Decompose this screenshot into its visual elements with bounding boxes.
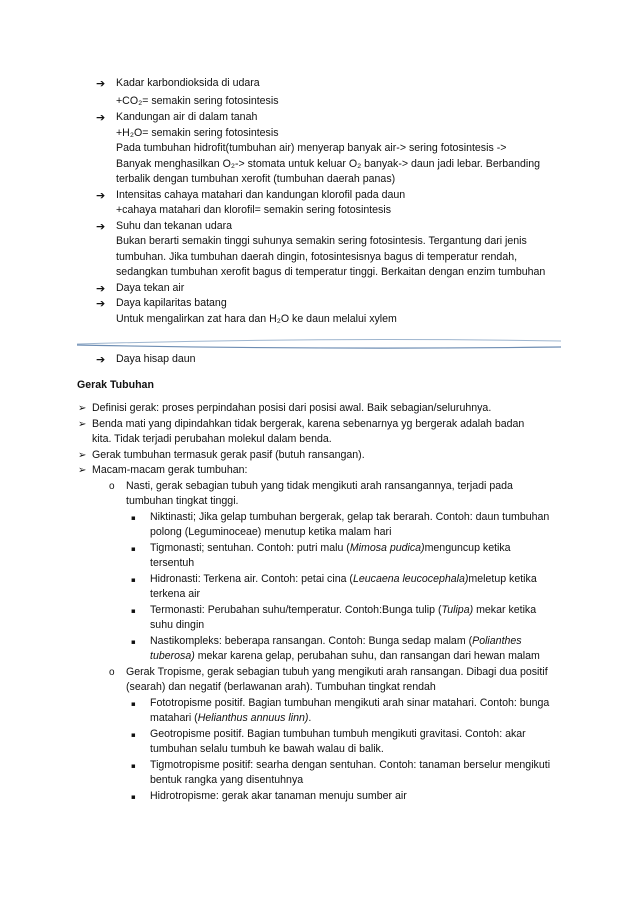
nasti-item: polong (Leguminoceae) menutup ketika malam hari [150, 526, 392, 538]
factor-detail: +cahaya matahari dan klorofil= semakin sering fotosintesis [116, 204, 391, 216]
nasti-text: tumbuhan tingkat tinggi. [126, 495, 239, 507]
square-bullet-icon: ▪ [131, 700, 136, 708]
factor-title: Kadar karbondioksida di udara [116, 77, 260, 89]
square-bullet-icon: ▪ [131, 793, 136, 801]
square-bullet-icon: ▪ [131, 545, 136, 553]
nasti-item: Niktinasti; Jika gelap tumbuhan bergerak, gelap tak berarah. Contoh: daun tumbuhan [150, 511, 550, 523]
square-bullet-icon: ▪ [131, 731, 136, 739]
chevron-bullet-icon: ➢ [78, 450, 87, 461]
arrow-bullet-icon: ➔ [96, 111, 106, 124]
factor-detail: +CO₂= semakin sering fotosintesis [116, 95, 279, 107]
factor-title: Daya tekan air [116, 282, 185, 294]
factor-detail: Bukan berarti semakin tinggi suhunya semakin sering fotosintesis. Tergantung dari jenis [116, 235, 527, 247]
arrow-bullet-icon: ➔ [96, 189, 106, 202]
arrow-bullet-icon: ➔ [96, 297, 106, 310]
square-bullet-icon: ▪ [131, 514, 136, 522]
section-heading: Gerak Tubuhan [77, 379, 154, 391]
factor-detail: sedangkan tumbuhan xerofit bagus di temperatur tinggi. Berkaitan dengan enzim tumbuhan [116, 266, 546, 278]
point-text: Macam-macam gerak tumbuhan: [92, 464, 248, 476]
arrow-bullet-icon: ➔ [96, 77, 106, 90]
factor-detail: Banyak menghasilkan O₂-> stomata untuk keluar O₂ banyak-> daun jadi lebar. Berbanding [116, 158, 540, 170]
point-text: Definisi gerak: proses perpindahan posisi dari posisi awal. Baik sebagian/seluruhnya. [92, 402, 492, 414]
nasti-item: Hidronasti: Terkena air. Contoh: petai cina (Leucaena leucocephala)meletup ketika [150, 573, 537, 585]
nasti-text: Nasti, gerak sebagian tubuh yang tidak mengikuti arah ransangannya, terjadi pada [126, 480, 513, 492]
factor-detail: tumbuhan. Jika tumbuhan daerah dingin, fotosintesisnya bagus di temperatur rendah, [116, 251, 518, 263]
circle-bullet-icon: o [109, 481, 115, 492]
tropisme-item: Hidrotropisme: gerak akar tanaman menuju sumber air [150, 790, 407, 802]
square-bullet-icon: ▪ [131, 638, 136, 646]
circle-bullet-icon: o [109, 667, 115, 678]
arrow-bullet-icon: ➔ [96, 220, 106, 233]
factor-detail: Untuk mengalirkan zat hara dan H₂O ke daun melalui xylem [116, 313, 397, 325]
arrow-bullet-icon: ➔ [96, 353, 106, 366]
nasti-item: Tigmonasti; sentuhan. Contoh: putri malu (Mimosa pudica)menguncup ketika [150, 542, 511, 554]
factor-title: Suhu dan tekanan udara [116, 220, 233, 232]
tropisme-item: tumbuhan selalu tumbuh ke bawah walau di balik. [150, 743, 384, 755]
nasti-item: Nastikompleks: beberapa ransangan. Contoh: Bunga sedap malam (Polianthes [150, 635, 522, 647]
point-text: Gerak tumbuhan termasuk gerak pasif (butuh ransangan). [92, 449, 365, 461]
nasti-item: suhu dingin [150, 619, 205, 631]
point-text: Benda mati yang dipindahkan tidak bergerak, karena sebenarnya yg bergerak adalah badan [92, 418, 525, 430]
square-bullet-icon: ▪ [131, 607, 136, 615]
nasti-item: Termonasti: Perubahan suhu/temperatur. Contoh:Bunga tulip (Tulipa) mekar ketika [150, 604, 537, 616]
chevron-bullet-icon: ➢ [78, 403, 87, 414]
square-bullet-icon: ▪ [131, 762, 136, 770]
chevron-bullet-icon: ➢ [78, 465, 87, 476]
factor-title: Kandungan air di dalam tanah [116, 111, 258, 123]
tropisme-text: Gerak Tropisme, gerak sebagian tubuh yang mengikuti arah ransangan. Dibagi dua positif [126, 666, 548, 678]
arrow-bullet-icon: ➔ [96, 282, 106, 295]
square-bullet-icon: ▪ [131, 576, 136, 584]
factor-detail: terbalik dengan tumbuhan xerofit (tumbuhan daerah panas) [116, 173, 396, 185]
factor-detail: Pada tumbuhan hidrofit(tumbuhan air) menyerap banyak air-> sering fotosintesis -> [116, 142, 507, 154]
tropisme-item: matahari (Helianthus annuus linn). [150, 712, 312, 724]
tropisme-item: Tigmotropisme positif: searha dengan sentuhan. Contoh: tanaman berselur mengikuti [150, 759, 551, 771]
nasti-item: tuberosa) mekar karena gelap, perubahan suhu, dan ransangan dari hewan malam [150, 650, 540, 662]
factor-title: Intensitas cahaya matahari dan kandungan klorofil pada daun [116, 189, 406, 201]
nasti-item: tersentuh [150, 557, 195, 569]
tropisme-item: Geotropisme positif. Bagian tumbuhan tumbuh mengikuti gravitasi. Contoh: akar [150, 728, 526, 740]
factor-title: Daya kapilaritas batang [116, 297, 227, 309]
tropisme-text: (searah) dan negatif (berlawanan arah). Tumbuhan tingkat rendah [126, 681, 436, 693]
point-text: kita. Tidak terjadi perubahan molekul dalam benda. [92, 433, 332, 445]
factor-title: Daya hisap daun [116, 353, 196, 365]
chevron-bullet-icon: ➢ [78, 419, 87, 430]
tropisme-item: bentuk rangka yang disentuhnya [150, 774, 304, 786]
tropisme-item: Fototropisme positif. Bagian tumbuhan mengikuti arah sinar matahari. Contoh: bunga [150, 697, 550, 709]
nasti-item: terkena air [150, 588, 201, 600]
factor-detail: +H₂O= semakin sering fotosintesis [116, 127, 279, 139]
